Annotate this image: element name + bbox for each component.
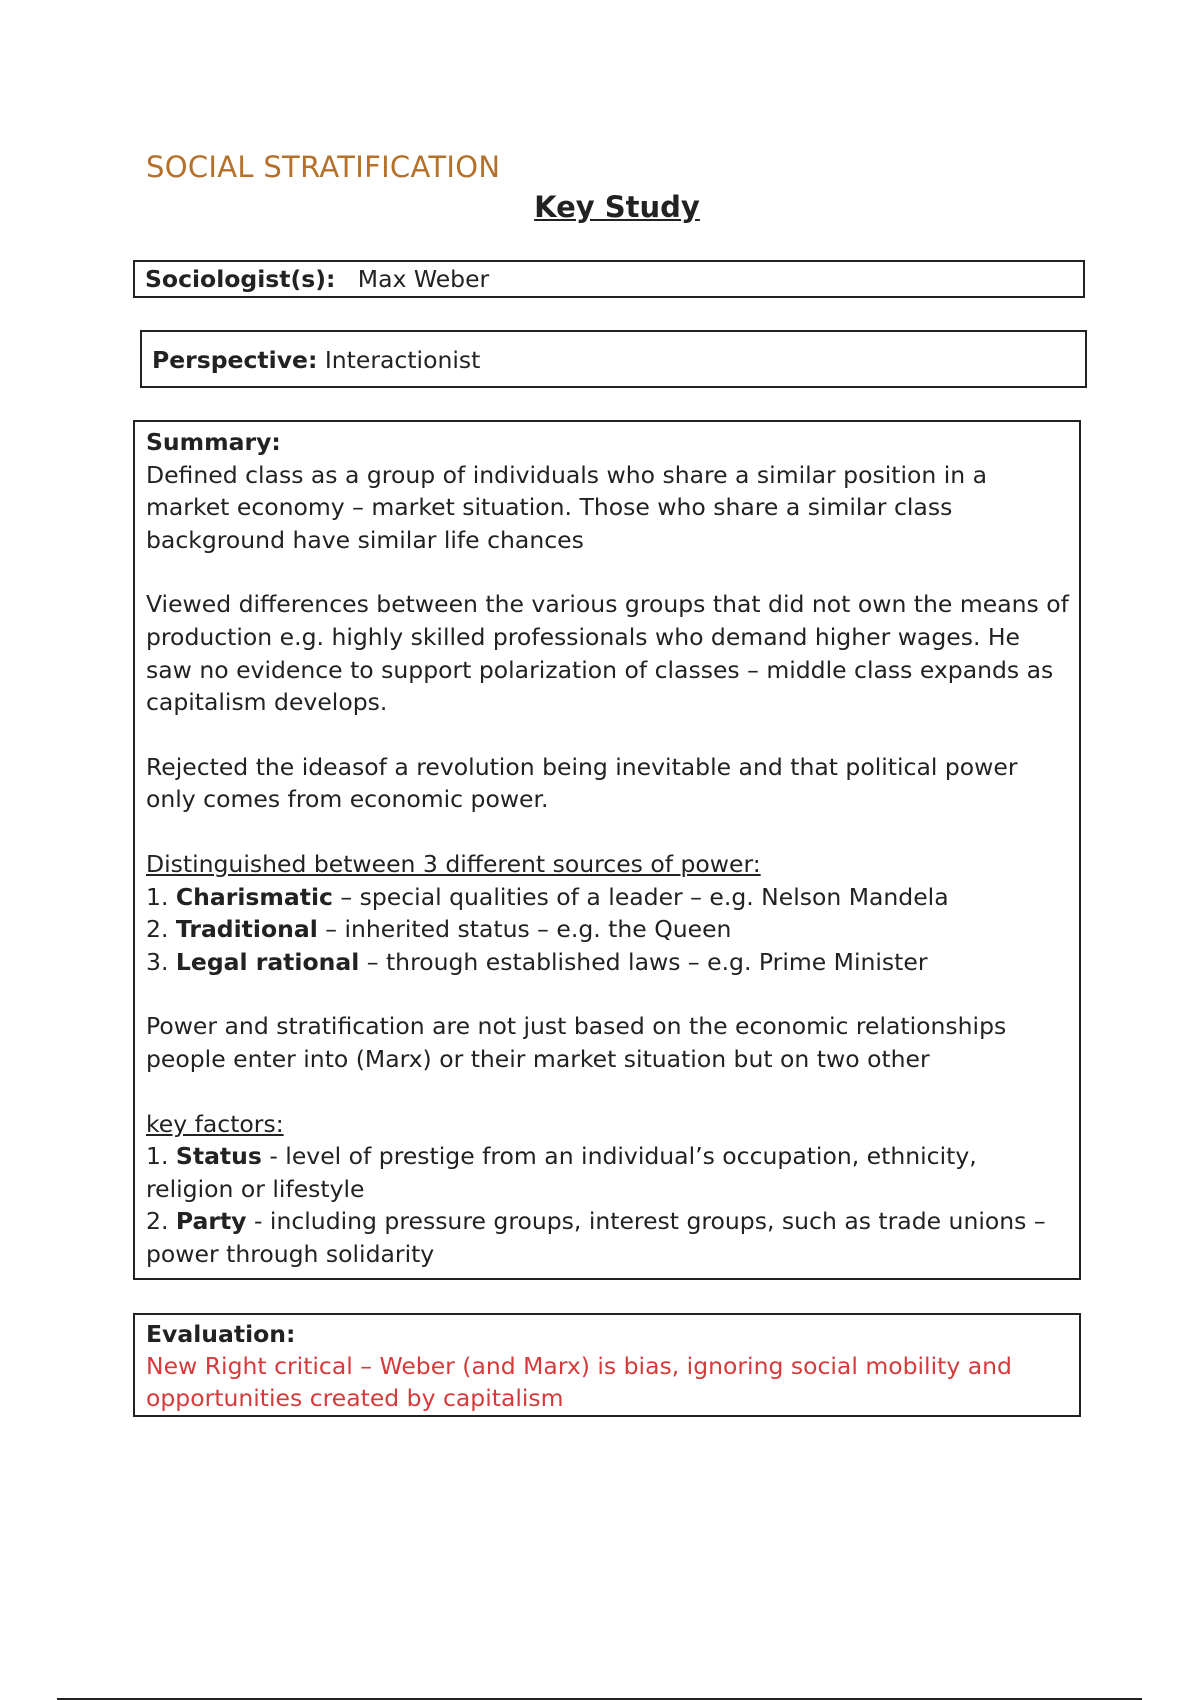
- document-title: SOCIAL STRATIFICATION: [146, 150, 501, 184]
- list-item-term: Party: [175, 1207, 247, 1236]
- summary-paragraph-4: Power and stratification are not just based on the economic relationships people enter into (Marx) or their market situation but on two other: [146, 1012, 1007, 1073]
- perspective-label: Perspective:: [152, 346, 318, 374]
- list-item: [146, 946, 1069, 979]
- list-item-text: - including pressure groups, interest groups, such as trade unions – power through solidarity: [146, 1207, 1046, 1268]
- evaluation-box: [133, 1313, 1081, 1417]
- sociologist-box: [133, 260, 1085, 298]
- list-item-text: – special qualities of a leader – e.g. Nelson Mandela: [340, 882, 949, 911]
- list-item-number: 2.: [146, 1207, 169, 1236]
- list-item-text: – through established laws – e.g. Prime Minister: [366, 947, 928, 976]
- list-item-number: 1.: [146, 882, 169, 911]
- sociologist-label: Sociologist(s):: [145, 265, 336, 293]
- summary-paragraph-3: Rejected the ideasof a revolution being inevitable and that political power only comes from economic power.: [146, 752, 1018, 814]
- list-item-number: 3.: [146, 947, 169, 976]
- perspective-box: [140, 330, 1087, 388]
- key-factors-heading: key factors:: [146, 1109, 284, 1138]
- summary-paragraph-1: Defined class as a group of individuals who share a similar position in a market economy – market situation. Those who share a similar class background have similar life chances: [146, 460, 988, 554]
- list-item: [146, 881, 1069, 914]
- list-item-text: - level of prestige from an individual’s occupation, ethnicity, religion or lifestyle: [146, 1142, 977, 1203]
- evaluation-label: Evaluation:: [146, 1320, 296, 1348]
- list-item-number: 1.: [146, 1142, 169, 1171]
- list-item: [146, 1140, 1069, 1205]
- list-item-number: 2.: [146, 915, 169, 944]
- list-item: [146, 913, 1069, 946]
- summary-box: [133, 420, 1081, 1280]
- list-item-term: Charismatic: [175, 882, 333, 911]
- list-item-term: Legal rational: [175, 947, 360, 976]
- summary-paragraph-2: Viewed differences between the various groups that did not own the means of production e.g. highly skilled professionals who demand higher wages. He saw no evidence to support polarization of classes – middle class expands as capitalism develops.: [146, 590, 1069, 717]
- list-item-term: Traditional: [175, 915, 318, 944]
- sociologist-value: Max Weber: [357, 265, 490, 293]
- list-item: [146, 1205, 1069, 1270]
- document-subtitle: Key Study: [534, 190, 700, 224]
- evaluation-text: New Right critical – Weber (and Marx) is bias, ignoring social mobility and opportunities created by capitalism: [146, 1352, 1012, 1412]
- perspective-value: Interactionist: [324, 346, 481, 374]
- power-sources-heading: Distinguished between 3 different sources of power:: [146, 849, 761, 878]
- summary-label: Summary:: [146, 428, 281, 456]
- list-item-text: – inherited status – e.g. the Queen: [325, 915, 732, 944]
- list-item-term: Status: [175, 1142, 262, 1171]
